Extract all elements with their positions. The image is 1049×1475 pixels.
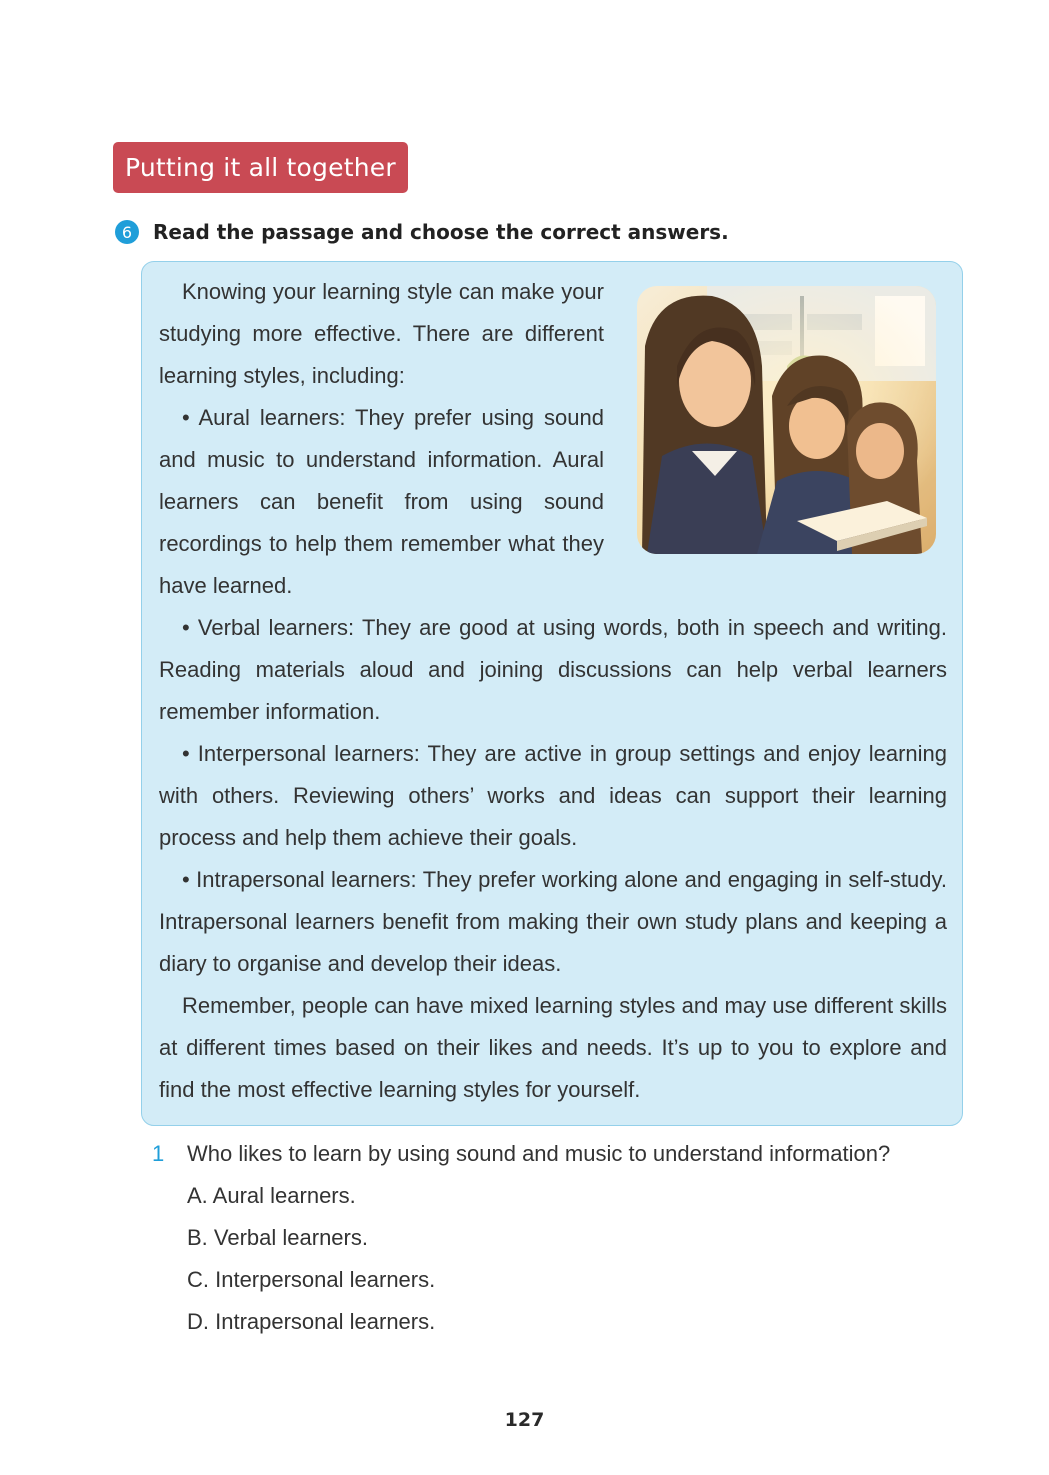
option-c[interactable]: C. Interpersonal learners. <box>187 1267 436 1292</box>
option-d[interactable]: D. Intrapersonal learners. <box>187 1309 436 1334</box>
passage-paragraph-aural: • Aural learners: They prefer using sound and music to understand information. Aural learners can benefit from using sound recordings to help them remember what they have learned. <box>159 405 604 598</box>
exercise-instruction <box>115 220 729 244</box>
passage-paragraph-conclusion: Remember, people can have mixed learning styles and may use different skills at different times based on their likes and needs. It’s up to you to explore and find the most effective learning styles for yourself. <box>159 993 947 1102</box>
instruction-text: Read the passage and choose the correct answers. <box>153 220 729 244</box>
question-1 <box>152 1133 952 1175</box>
page-number: 127 <box>504 1409 545 1431</box>
section-title-text: Putting it all together <box>125 153 396 182</box>
section-title <box>113 142 408 193</box>
question-number: 1 <box>152 1141 165 1166</box>
passage-paragraph-verbal: • Verbal learners: They are good at using words, both in speech and writing. Reading materials aloud and joining discussions can help verbal learners remember information. <box>159 615 947 724</box>
question-list <box>152 1133 952 1343</box>
option-b[interactable]: B. Verbal learners. <box>187 1225 368 1250</box>
exercise-number-badge: 6 <box>115 220 139 244</box>
answer-options <box>187 1175 952 1343</box>
passage-paragraph-intro: Knowing your learning style can make your studying more effective. There are different learning styles, including: <box>159 279 604 388</box>
passage-paragraph-intrapersonal: • Intrapersonal learners: They prefer working alone and engaging in self-study. Intrapersonal learners benefit from making their own study plans and keeping a diary to organise and develop their ideas. <box>159 867 947 976</box>
option-a[interactable]: A. Aural learners. <box>187 1183 356 1208</box>
students-reading-photo <box>637 286 936 554</box>
reading-passage <box>141 261 963 1126</box>
passage-paragraph-interpersonal: • Interpersonal learners: They are active in group settings and enjoy learning with others. Reviewing others’ works and ideas can support their learning process and help them achieve their goals. <box>159 741 947 850</box>
question-text: Who likes to learn by using sound and music to understand information? <box>187 1141 891 1166</box>
